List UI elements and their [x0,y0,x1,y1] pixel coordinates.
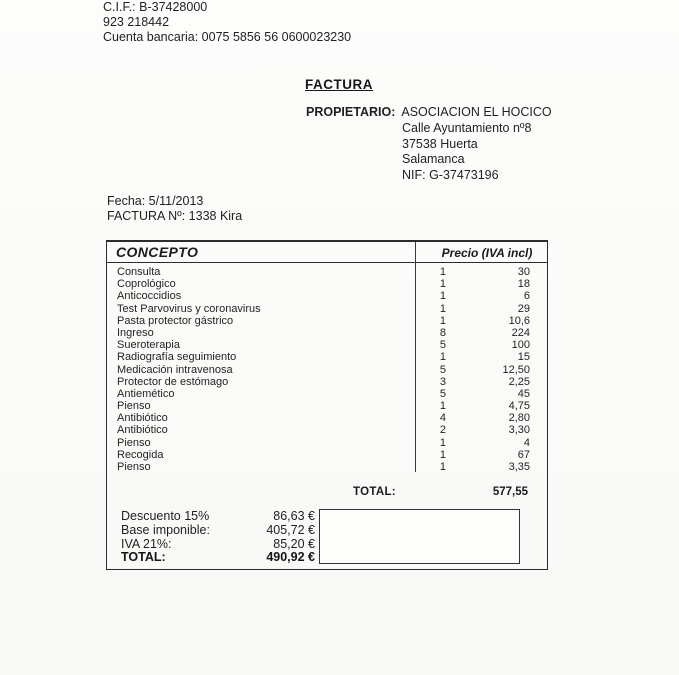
row-quantity: 2 [439,424,446,437]
row-concept: Coprológico [117,278,176,291]
table-body [107,266,547,473]
row-price: 4,75 [508,400,530,413]
row-price: 67 [517,448,530,461]
summary-value: 405,72 € [266,522,315,537]
company-phone: 923 218442 [103,15,170,30]
row-concept: Recogida [117,448,164,461]
summary-row [121,538,315,552]
table-row [107,278,547,290]
row-quantity: 1 [439,448,446,461]
table-row [107,327,547,339]
table-row [107,449,547,461]
row-price: 3,35 [508,461,530,473]
table-row [107,437,547,449]
table-total-value: 577,55 [492,486,528,498]
row-concept: Protector de estómago [117,375,229,388]
row-concept: Pienso [117,461,151,473]
row-quantity: 1 [439,461,446,473]
invoice-number: FACTURA Nº: 1338 Kira [107,208,243,223]
invoice-meta [107,194,242,223]
row-price: 10,6 [508,314,530,327]
table-row [107,364,547,376]
table-row [107,424,547,436]
summary-label: TOTAL: [121,550,166,565]
summary-row [121,510,315,524]
totals-summary [121,510,315,565]
row-price: 29 [517,302,530,315]
row-concept: Pienso [117,400,151,413]
row-price: 15 [517,351,530,364]
empty-stamp-box [319,509,520,564]
summary-row [121,524,315,538]
row-quantity: 1 [439,314,446,327]
row-concept: Radiografía seguimiento [117,351,237,364]
row-price: 224 [511,326,530,339]
row-quantity: 1 [439,351,446,364]
table-header [107,242,547,263]
row-quantity: 5 [439,339,446,352]
table-total-row [107,486,547,499]
row-concept: Antibiótico [117,424,168,437]
company-bank-account: Cuenta bancaria: 0075 5856 56 0600023230 [103,30,352,45]
row-quantity: 8 [439,326,446,339]
row-quantity: 3 [439,375,446,388]
invoice-title: FACTURA [305,77,373,92]
row-price: 2,80 [508,412,530,425]
owner-address-line: Salamanca [402,152,465,167]
table-row [107,303,547,315]
row-price: 45 [517,387,530,400]
owner-address-line: 37538 Huerta [402,136,478,151]
row-quantity: 5 [439,363,446,376]
row-concept: Pasta protector gástrico [117,314,234,327]
owner-address [402,121,531,184]
table-row [107,388,547,400]
invoice-table [106,240,548,570]
owner-block [306,105,552,183]
row-concept: Medicación intravenosa [117,363,233,376]
summary-value: 490,92 € [266,550,315,565]
column-header-concept: CONCEPTO [116,244,199,260]
table-row [107,339,547,351]
table-row [107,266,547,278]
table-total-label: TOTAL: [353,486,396,498]
row-concept: Antibiótico [117,412,168,425]
row-concept: Sueroterapia [117,339,180,352]
row-price: 4 [523,436,530,449]
row-concept: Consulta [117,266,161,278]
owner-label: PROPIETARIO: [306,105,396,119]
table-row [107,351,547,363]
row-quantity: 4 [439,412,446,425]
row-concept: Antiemético [117,387,175,400]
row-price: 6 [523,290,530,303]
row-quantity: 1 [439,302,446,315]
table-row [107,461,547,473]
letterhead [103,0,351,46]
row-price: 2,25 [508,375,530,388]
row-quantity: 1 [439,278,446,291]
row-price: 18 [517,278,530,291]
row-price: 100 [511,339,530,352]
table-row [107,290,547,302]
row-concept: Anticoccidios [117,290,182,303]
row-quantity: 1 [439,400,446,413]
summary-row [121,551,315,565]
table-row [107,400,547,412]
row-concept: Test Parvovirus y coronavirus [117,302,261,315]
summary-label: Base imponible: [121,522,210,537]
summary-label: IVA 21%: [121,536,172,551]
owner-nif: NIF: G-37473196 [402,168,499,183]
row-concept: Ingreso [117,326,154,339]
table-row [107,412,547,424]
row-price: 30 [517,266,530,278]
summary-value: 85,20 € [273,536,315,551]
owner-name: ASOCIACION EL HOCICO [401,105,552,119]
column-header-price: Precio (IVA incl) [441,246,533,260]
summary-value: 86,63 € [273,509,315,523]
invoice-date: Fecha: 5/11/2013 [107,194,204,208]
company-cif: C.I.F.: B-37428000 [103,0,208,14]
row-quantity: 1 [439,436,446,449]
row-quantity: 5 [439,387,446,400]
table-row [107,376,547,388]
row-price: 3,30 [508,424,530,437]
table-row [107,315,547,327]
row-price: 12,50 [502,363,530,376]
row-concept: Pienso [117,436,151,449]
summary-label: Descuento 15% [121,509,210,523]
owner-address-line: Calle Ayuntamiento nº8 [402,120,532,135]
row-quantity: 1 [439,290,446,303]
row-quantity: 1 [439,266,446,278]
